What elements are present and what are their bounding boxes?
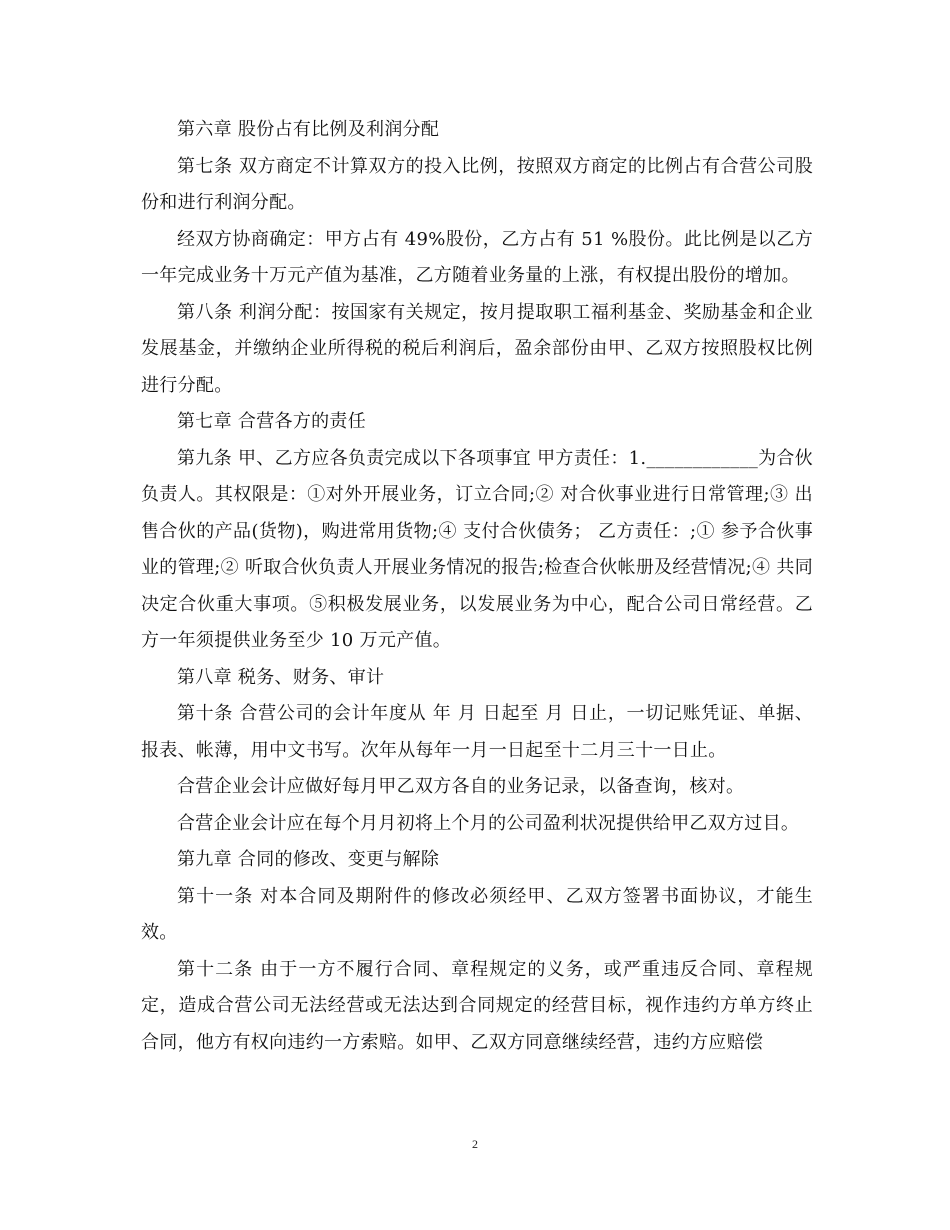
share-ratio-paragraph: 经双方协商确定：甲方占有 49%股份，乙方占有 51 %股份。此比例是以乙方一年完成业务十万元产值为基准，乙方随着业务量的上涨，有权提出股份的增加。 [141,228,813,286]
article-10-paragraph: 第十条 合营公司的会计年度从 年 月 日起至 月 日止，一切记账凭证、单据、报表、帐薄，用中文书写。次年从每年一月一日起至十二月三十一日止。 [141,703,813,761]
document-body [141,112,813,1061]
article-7-paragraph: 第七条 双方商定不计算双方的投入比例，按照双方商定的比例占有合营公司股份和进行利润分配。 [141,155,813,213]
chapter-9-heading: 第九章 合同的修改、变更与解除 [177,849,440,870]
accounting-records-paragraph: 合营企业会计应做好每月甲乙双方各自的业务记录，以备查询，核对。 [177,776,745,797]
chapter-6-heading: 第六章 股份占有比例及利润分配 [177,119,440,140]
monthly-report-paragraph: 合营企业会计应在每个月月初将上个月的公司盈利状况提供给甲乙双方过目。 [177,812,800,834]
article-8-paragraph: 第八条 利润分配：按国家有关规定，按月提取职工福利基金、奖励基金和企业发展基金，并缴纳企业所得税的税后利润后，盈余部份由甲、乙双方按照股权比例进行分配。 [141,301,813,396]
article-9-paragraph: 第九条 甲、乙方应各负责完成以下各项事宜 甲方责任：1.____________为合伙负责人。其权限是：①对外开展业务，订立合同;② 对合伙事业进行日常管理;③ 出售合伙的产品(货物)，购进常用货物;④ 支付合伙债务； 乙方责任：;① 参予合伙事业的管理;② 听取合伙负责人开展业务情况的报告;检查合伙帐册及经营情况;④ 共同决定合伙重大事项。⑤积极发展业务，以发展业务为中心，配合公司日常经营。乙方一年须提供业务至少 10 万元产值。 [141,447,813,651]
chapter-7-heading: 第七章 合营各方的责任 [177,411,367,432]
article-11-paragraph: 第十一条 对本合同及期附件的修改必须经甲、乙双方签署书面协议，才能生效。 [141,885,813,943]
page-number: 2 [472,1137,478,1151]
article-12-paragraph: 第十二条 由于一方不履行合同、章程规定的义务，或严重违反合同、章程规定，造成合营公司无法经营或无法达到合同规定的经营目标，视作违约方单方终止合同，他方有权向违约一方索赔。如甲、乙双方同意继续经营，违约方应赔偿 [141,958,813,1053]
chapter-8-heading: 第八章 税务、财务、审计 [177,666,385,688]
